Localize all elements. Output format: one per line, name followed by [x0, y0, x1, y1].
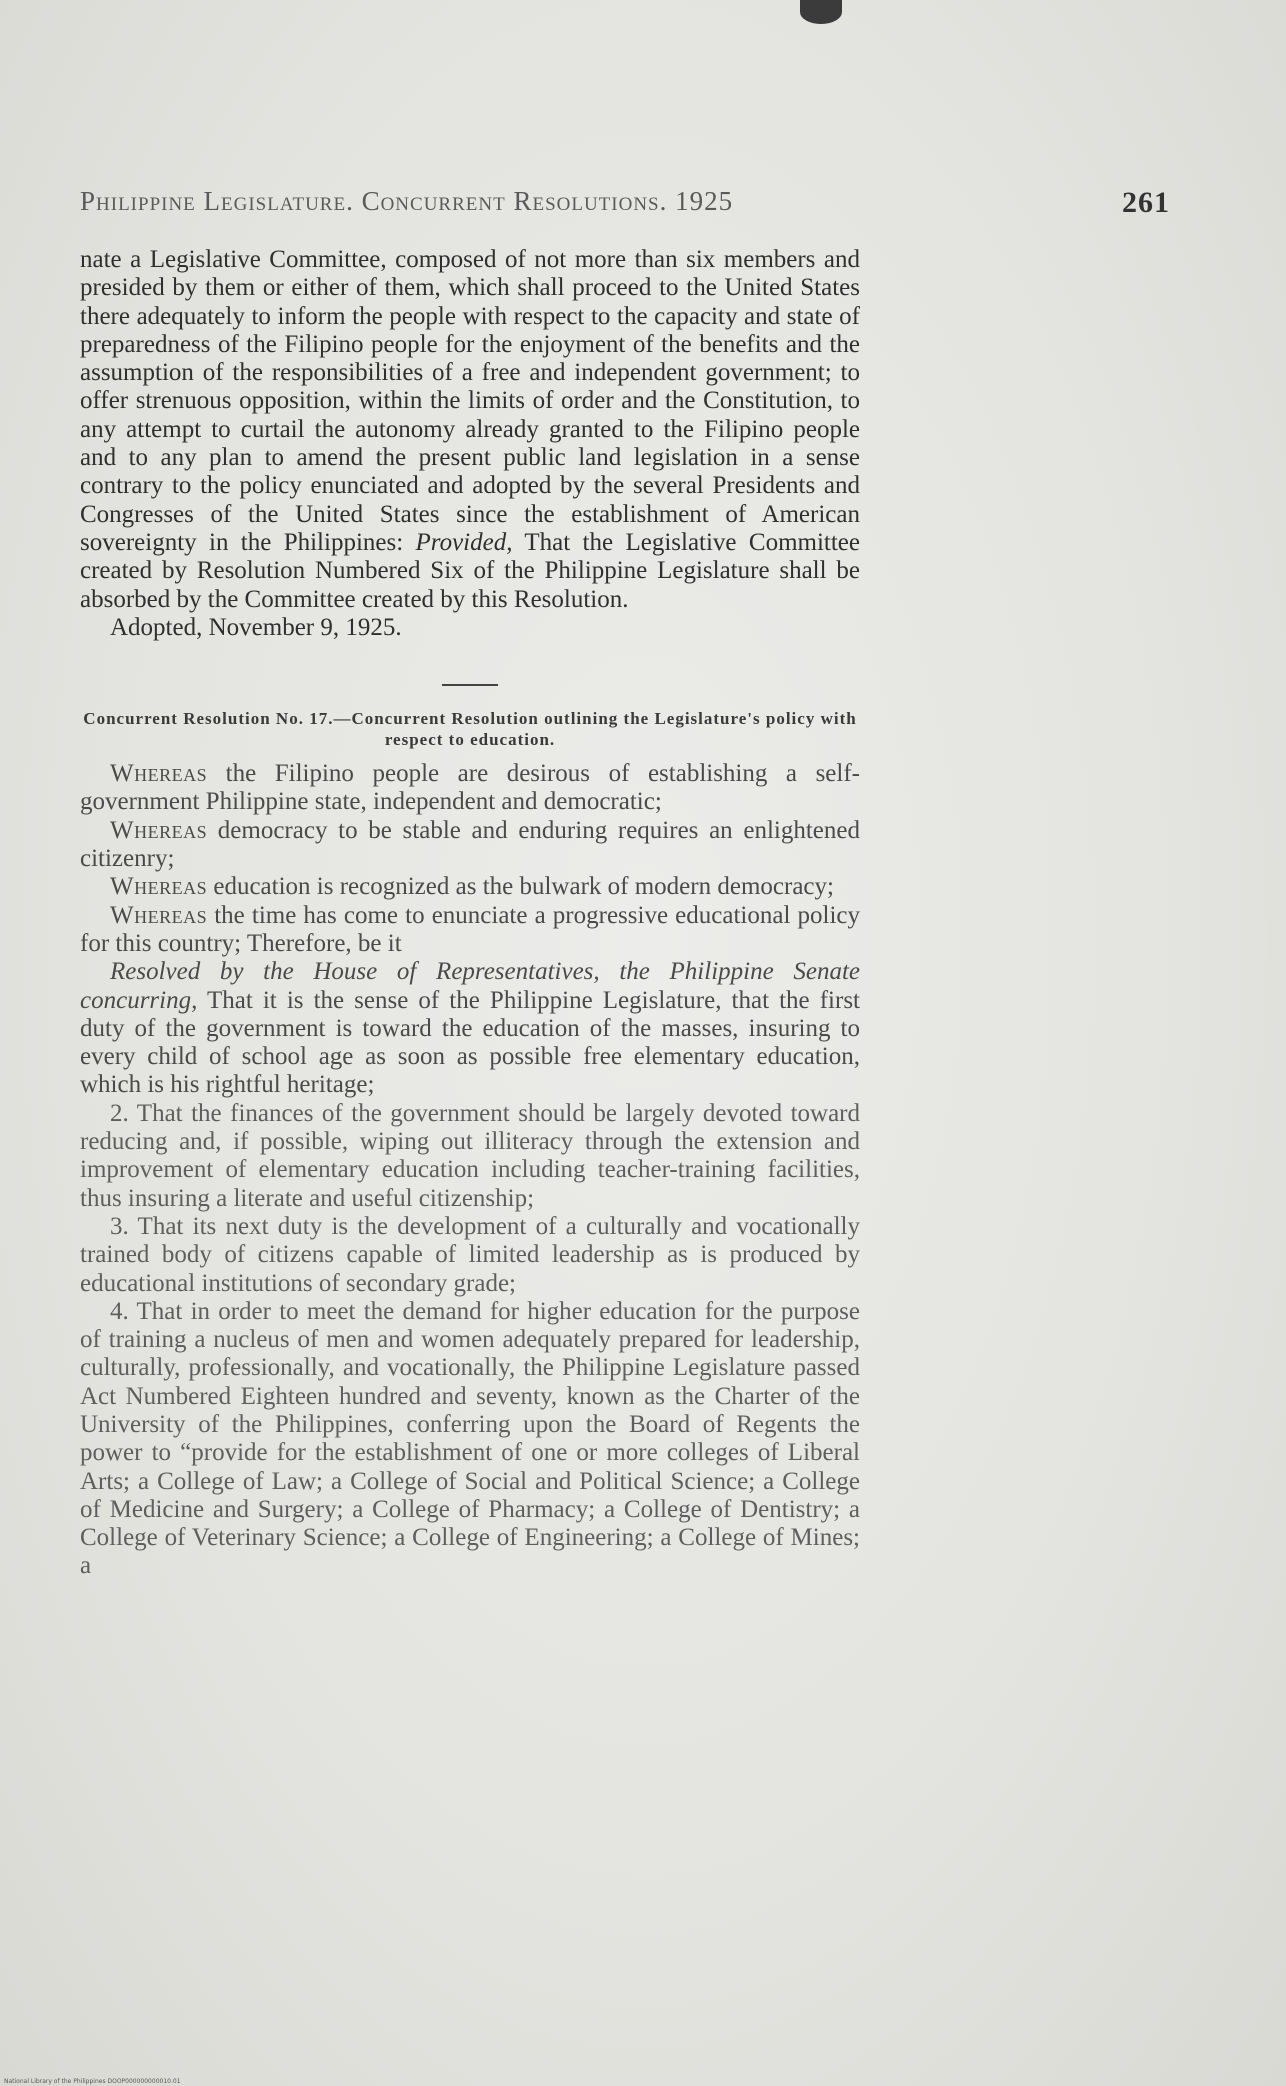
section-divider	[442, 684, 498, 686]
whereas-text: education is recognized as the bulwark of modern democracy;	[207, 873, 834, 901]
running-head	[80, 186, 1170, 226]
resolved-clause	[80, 958, 860, 1099]
whereas-clause	[80, 817, 860, 874]
whereas-text: democracy to be stable and enduring requires an enlightened citizenry;	[80, 816, 860, 873]
whereas-word: Whereas	[110, 873, 208, 901]
paragraph-text: That the Legislative Committee created by Resolution Numbered Six of the Philippine Legislature shall be absorbed by the Committee created by this Resolution.	[80, 528, 860, 613]
whereas-clause	[80, 873, 860, 901]
adopted-date: Adopted, November 9, 1925.	[110, 613, 402, 641]
whereas-clause	[80, 902, 860, 959]
resolved-italic: Resolved by the House of Representatives, the Philippine Senate concurring,	[80, 958, 860, 1014]
continued-paragraph	[80, 246, 860, 614]
resolved-text: That it is the sense of the Philippine Legislature, that the first duty of the government is toward the education of the masses, insuring to every child of school age as soon as possible free elementary education, which is his rightful heritage;	[80, 986, 860, 1099]
whereas-clause	[80, 760, 860, 817]
whereas-word: Whereas	[110, 901, 208, 929]
whereas-word: Whereas	[110, 760, 208, 788]
whereas-word: Whereas	[110, 816, 208, 844]
page-number: 261	[1122, 186, 1170, 219]
ink-blot	[800, 0, 842, 24]
paragraph-text: nate a Legislative Committee, composed of not more than six members and presided by them or either of them, which shall proceed to the United States there adequately to inform the people with respect to the capacity and state of preparedness of the Filipino people for the enjoyment of the benefits and the assumption of the responsibilities of a free and independent government; to offer strenuous opposition, within the limits of order and the Constitution, to any attempt to curtail the autonomy already granted to the Filipino people and to any plan to amend the present public land legislation in a sense contrary to the policy enunciated and adopted by the several Presidents and Congresses of the United States since the establishment of American sovereignty in the Philippines:	[80, 246, 860, 556]
provided-italic: Provided,	[415, 528, 513, 556]
resolution-heading: Concurrent Resolution No. 17.—Concurrent Resolution outlining the Legislature's policy with respect to education.	[83, 709, 857, 750]
running-head-title: Philippine Legislature. Concurrent Resolutions. 1925	[80, 186, 734, 216]
numbered-item-2: 2. That the finances of the government should be largely devoted toward reducing and, if possible, wiping out illiteracy through the extension and improvement of elementary education including teacher-training facilities, thus insuring a literate and useful citizenship;	[80, 1099, 860, 1212]
scan-footer: National Library of the Philippines DOOP000000000010.01	[4, 2078, 181, 2085]
whereas-text: the time has come to enunciate a progressive educational policy for this country; Therefore, be it	[80, 901, 860, 957]
page-body	[80, 246, 860, 1581]
numbered-item-3: 3. That its next duty is the development of a culturally and vocationally trained body of citizens capable of limited leadership as is produced by educational institutions of secondary grade;	[80, 1212, 860, 1297]
numbered-item-4: 4. That in order to meet the demand for higher education for the purpose of training a nucleus of men and women adequately prepared for leadership, culturally, professionally, and vocationally, the Philippine Legislature passed Act Numbered Eighteen hundred and seventy, known as the Charter of the University of the Philippines, conferring upon the Board of Regents the power to “provide for the establishment of one or more colleges of Liberal Arts; a College of Law; a College of Social and Political Science; a College of Medicine and Surgery; a College of Pharmacy; a College of Dentistry; a College of Veterinary Science; a College of Engineering; a College of Mines; a	[80, 1297, 860, 1580]
whereas-text: the Filipino people are desirous of establishing a self-government Philippine state, independent and democratic;	[80, 760, 860, 816]
